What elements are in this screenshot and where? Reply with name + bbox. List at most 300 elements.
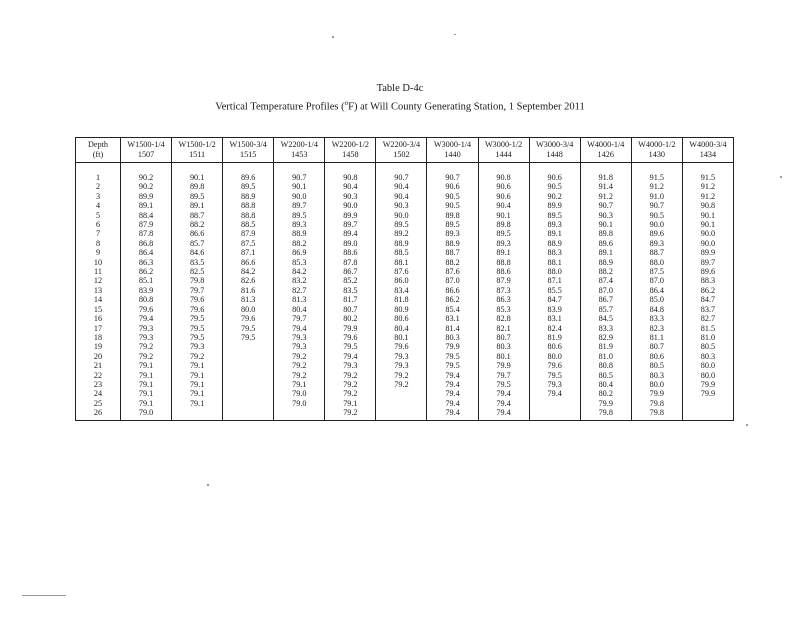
temperature-cell xyxy=(376,399,427,408)
temperature-cell: 91.8 xyxy=(580,173,631,182)
temperature-cell: 79.5 xyxy=(427,361,478,370)
temperature-cell: 83.9 xyxy=(121,286,172,295)
temperature-cell: 90.7 xyxy=(631,201,682,210)
temperature-cell: 91.2 xyxy=(682,192,733,201)
temperature-cell xyxy=(223,361,274,370)
temperature-cell: 82.1 xyxy=(478,324,529,333)
table-row xyxy=(76,371,734,380)
temperature-cell: 84.7 xyxy=(529,295,580,304)
station-name: W1500-3/4 xyxy=(229,140,267,149)
temperature-cell: 80.6 xyxy=(529,342,580,351)
spacer-cell xyxy=(172,163,223,174)
depth-cell: 7 xyxy=(76,229,121,238)
temperature-cell xyxy=(223,342,274,351)
temperature-cell: 90.6 xyxy=(529,173,580,182)
temperature-cell: 89.1 xyxy=(121,201,172,210)
temperature-cell: 81.4 xyxy=(427,324,478,333)
station-name: W3000-1/2 xyxy=(484,140,523,149)
station-header xyxy=(478,138,529,163)
temperature-cell: 79.1 xyxy=(325,399,376,408)
temperature-cell: 79.0 xyxy=(121,408,172,420)
temperature-cell: 84.5 xyxy=(580,314,631,323)
temperature-cell: 79.4 xyxy=(274,324,325,333)
spacer-row xyxy=(76,163,734,174)
temperature-cell: 89.6 xyxy=(682,267,733,276)
temperature-cell: 83.5 xyxy=(172,258,223,267)
temperature-cell: 79.4 xyxy=(427,371,478,380)
temperature-cell: 80.2 xyxy=(325,314,376,323)
temperature-cell: 89.8 xyxy=(427,211,478,220)
temperature-cell: 80.0 xyxy=(682,361,733,370)
temperature-cell: 87.1 xyxy=(529,276,580,285)
temperature-cell xyxy=(274,408,325,420)
temperature-cell: 79.4 xyxy=(427,408,478,420)
temperature-cell: 89.9 xyxy=(121,192,172,201)
temperature-cell: 86.2 xyxy=(427,295,478,304)
temperature-cell: 85.4 xyxy=(427,305,478,314)
temperature-cell: 79.3 xyxy=(376,352,427,361)
table-row xyxy=(76,352,734,361)
temperature-cell: 80.0 xyxy=(631,380,682,389)
temperature-cell: 84.6 xyxy=(172,248,223,257)
temperature-cell: 79.5 xyxy=(172,314,223,323)
table-row xyxy=(76,201,734,210)
temperature-cell: 87.0 xyxy=(427,276,478,285)
temperature-cell: 91.2 xyxy=(682,182,733,191)
temperature-cell: 89.0 xyxy=(325,239,376,248)
spacer-cell xyxy=(274,163,325,174)
temperature-cell: 88.7 xyxy=(631,248,682,257)
temperature-cell: 82.4 xyxy=(529,324,580,333)
temperature-cell: 89.1 xyxy=(172,201,223,210)
spacer-cell xyxy=(325,163,376,174)
temperature-cell: 79.1 xyxy=(172,399,223,408)
temperature-cell: 90.6 xyxy=(478,192,529,201)
temperature-cell xyxy=(223,408,274,420)
temperature-cell: 79.5 xyxy=(172,333,223,342)
temperature-cell: 88.9 xyxy=(580,258,631,267)
temperature-cell: 87.9 xyxy=(478,276,529,285)
temperature-cell: 79.1 xyxy=(172,361,223,370)
temperature-cell: 89.5 xyxy=(274,211,325,220)
temperature-cell: 88.6 xyxy=(478,267,529,276)
temperature-cell: 90.1 xyxy=(682,211,733,220)
temperature-cell: 83.1 xyxy=(529,314,580,323)
temperature-cell: 88.9 xyxy=(223,192,274,201)
station-header xyxy=(427,138,478,163)
station-name: W4000-1/2 xyxy=(638,140,676,149)
temperature-cell: 79.2 xyxy=(172,352,223,361)
temperature-cell: 86.6 xyxy=(427,286,478,295)
temperature-cell: 79.5 xyxy=(529,371,580,380)
table-row xyxy=(76,380,734,389)
temperature-cell: 90.0 xyxy=(376,211,427,220)
temperature-cell: 88.0 xyxy=(631,258,682,267)
temperature-cell: 87.6 xyxy=(376,267,427,276)
depth-cell: 16 xyxy=(76,314,121,323)
temperature-cell: 85.1 xyxy=(121,276,172,285)
temperature-cell: 90.2 xyxy=(121,173,172,182)
temperature-cell: 90.5 xyxy=(529,182,580,191)
temperature-cell: 79.8 xyxy=(580,408,631,420)
scan-speck xyxy=(746,424,748,426)
spacer-cell xyxy=(631,163,682,174)
temperature-cell: 90.2 xyxy=(529,192,580,201)
temperature-cell: 91.5 xyxy=(682,173,733,182)
temperature-cell: 79.1 xyxy=(274,380,325,389)
temperature-cell: 91.5 xyxy=(631,173,682,182)
station-time: 1502 xyxy=(393,150,410,159)
temperature-cell: 83.4 xyxy=(376,286,427,295)
station-name: W2200-1/2 xyxy=(331,140,369,149)
temperature-cell: 88.9 xyxy=(376,239,427,248)
temperature-cell: 82.7 xyxy=(274,286,325,295)
temperature-cell xyxy=(223,380,274,389)
temperature-cell: 90.4 xyxy=(325,182,376,191)
temperature-cell: 90.1 xyxy=(172,173,223,182)
station-name: W2200-3/4 xyxy=(382,140,421,149)
station-name: W1500-1/4 xyxy=(127,140,165,149)
temperature-cell: 80.1 xyxy=(376,333,427,342)
depth-cell: 14 xyxy=(76,295,121,304)
temperature-cell: 79.6 xyxy=(529,361,580,370)
temperature-cell: 87.8 xyxy=(121,229,172,238)
temperature-cell: 90.8 xyxy=(682,201,733,210)
temperature-cell xyxy=(223,352,274,361)
table-row xyxy=(76,286,734,295)
temperature-cell: 88.2 xyxy=(427,258,478,267)
table-title: Table D-4c xyxy=(376,83,424,94)
temperature-cell: 86.4 xyxy=(631,286,682,295)
temperature-cell xyxy=(376,408,427,420)
temperature-cell: 90.1 xyxy=(580,220,631,229)
temperature-cell: 80.3 xyxy=(478,342,529,351)
temperature-cell: 79.5 xyxy=(427,352,478,361)
temperature-cell: 88.7 xyxy=(427,248,478,257)
table-row xyxy=(76,211,734,220)
temperature-cell: 90.8 xyxy=(325,173,376,182)
temperature-cell: 80.8 xyxy=(121,295,172,304)
depth-cell: 18 xyxy=(76,333,121,342)
temperature-cell: 81.3 xyxy=(274,295,325,304)
temperature-cell: 86.9 xyxy=(274,248,325,257)
temperature-cell: 79.9 xyxy=(478,361,529,370)
temperature-cell: 89.1 xyxy=(529,229,580,238)
temperature-cell: 88.4 xyxy=(121,211,172,220)
temperature-cell: 86.4 xyxy=(121,248,172,257)
station-header xyxy=(274,138,325,163)
temperature-cell: 81.0 xyxy=(682,333,733,342)
temperature-cell: 80.5 xyxy=(682,342,733,351)
temperature-cell: 80.7 xyxy=(325,305,376,314)
temperature-cell: 81.3 xyxy=(223,295,274,304)
temperature-cell: 82.3 xyxy=(631,324,682,333)
temperature-cell: 79.4 xyxy=(427,399,478,408)
temperature-cell: 86.2 xyxy=(682,286,733,295)
temperature-cell: 79.2 xyxy=(274,352,325,361)
station-time: 1448 xyxy=(546,150,563,159)
temperature-cell: 79.9 xyxy=(580,399,631,408)
temperature-cell: 85.7 xyxy=(580,305,631,314)
temperature-cell: 80.3 xyxy=(427,333,478,342)
temperature-cell: 88.2 xyxy=(580,267,631,276)
table-caption xyxy=(0,82,800,115)
temperature-cell: 80.0 xyxy=(682,371,733,380)
temperature-cell: 89.6 xyxy=(631,229,682,238)
station-time: 1430 xyxy=(648,150,665,159)
temperature-cell: 80.6 xyxy=(376,314,427,323)
temperature-cell: 79.3 xyxy=(325,361,376,370)
table-body xyxy=(76,163,734,421)
depth-cell: 5 xyxy=(76,211,121,220)
temperature-cell: 80.4 xyxy=(580,380,631,389)
temperature-cell: 89.8 xyxy=(172,182,223,191)
temperature-cell: 83.9 xyxy=(529,305,580,314)
temperature-cell: 85.3 xyxy=(478,305,529,314)
temperature-cell: 87.9 xyxy=(223,229,274,238)
temperature-cell: 86.8 xyxy=(121,239,172,248)
temperature-cell: 87.5 xyxy=(223,239,274,248)
station-header xyxy=(631,138,682,163)
temperature-cell: 86.7 xyxy=(325,267,376,276)
station-header xyxy=(121,138,172,163)
temperature-cell: 79.7 xyxy=(478,371,529,380)
temperature-cell: 79.3 xyxy=(529,380,580,389)
temperature-cell: 88.7 xyxy=(172,211,223,220)
station-time: 1444 xyxy=(495,150,512,159)
temperature-cell: 89.6 xyxy=(223,173,274,182)
temperature-cell: 82.5 xyxy=(172,267,223,276)
temperature-cell: 79.0 xyxy=(274,399,325,408)
temperature-cell: 79.7 xyxy=(274,314,325,323)
temperature-cell: 82.7 xyxy=(682,314,733,323)
temperature-cell: 79.6 xyxy=(121,305,172,314)
temperature-cell: 89.5 xyxy=(172,192,223,201)
temperature-cell: 90.4 xyxy=(376,192,427,201)
temperature-cell: 81.9 xyxy=(580,342,631,351)
temperature-cell xyxy=(376,389,427,398)
temperature-cell: 87.9 xyxy=(121,220,172,229)
temperature-table xyxy=(75,137,734,421)
temperature-cell: 84.8 xyxy=(631,305,682,314)
temperature-cell: 79.3 xyxy=(274,333,325,342)
temperature-cell: 79.2 xyxy=(274,371,325,380)
temperature-cell: 91.2 xyxy=(631,182,682,191)
temperature-cell: 86.3 xyxy=(121,258,172,267)
station-name: W3000-1/4 xyxy=(433,140,472,149)
temperature-cell: 81.1 xyxy=(631,333,682,342)
temperature-cell: 89.9 xyxy=(529,201,580,210)
temperature-cell: 82.6 xyxy=(223,276,274,285)
temperature-cell: 79.9 xyxy=(682,389,733,398)
temperature-cell: 80.4 xyxy=(376,324,427,333)
depth-cell: 22 xyxy=(76,371,121,380)
station-time: 1453 xyxy=(291,150,308,159)
temperature-cell xyxy=(682,408,733,420)
temperature-cell xyxy=(172,408,223,420)
temperature-cell: 80.5 xyxy=(631,361,682,370)
table-row xyxy=(76,239,734,248)
temperature-cell: 87.8 xyxy=(325,258,376,267)
depth-cell: 4 xyxy=(76,201,121,210)
station-time: 1426 xyxy=(597,150,614,159)
temperature-cell: 85.3 xyxy=(274,258,325,267)
temperature-cell: 79.1 xyxy=(121,389,172,398)
temperature-cell: 86.6 xyxy=(223,258,274,267)
temperature-cell xyxy=(682,399,733,408)
table-row xyxy=(76,182,734,191)
temperature-cell: 79.1 xyxy=(172,380,223,389)
temperature-cell: 79.4 xyxy=(427,389,478,398)
temperature-cell: 87.3 xyxy=(478,286,529,295)
temperature-cell: 90.6 xyxy=(427,182,478,191)
temperature-cell: 90.3 xyxy=(325,192,376,201)
station-name: W3000-3/4 xyxy=(536,140,574,149)
temperature-cell: 89.3 xyxy=(529,220,580,229)
temperature-cell: 89.5 xyxy=(478,229,529,238)
temperature-cell: 79.4 xyxy=(478,408,529,420)
depth-cell: 13 xyxy=(76,286,121,295)
temperature-cell: 79.9 xyxy=(682,380,733,389)
temperature-cell: 81.0 xyxy=(580,352,631,361)
temperature-cell: 90.1 xyxy=(682,220,733,229)
temperature-cell: 79.1 xyxy=(172,371,223,380)
station-header xyxy=(580,138,631,163)
temperature-cell: 80.4 xyxy=(274,305,325,314)
depth-cell: 8 xyxy=(76,239,121,248)
temperature-cell: 79.8 xyxy=(631,399,682,408)
temperature-cell: 90.5 xyxy=(427,192,478,201)
temperature-cell: 90.2 xyxy=(121,182,172,191)
temperature-cell: 83.3 xyxy=(631,314,682,323)
temperature-cell: 79.3 xyxy=(274,342,325,351)
temperature-cell: 91.0 xyxy=(631,192,682,201)
depth-header-unit: (ft) xyxy=(92,150,104,159)
temperature-cell: 88.8 xyxy=(223,201,274,210)
temperature-cell: 79.6 xyxy=(376,342,427,351)
temperature-cell xyxy=(223,399,274,408)
depth-cell: 20 xyxy=(76,352,121,361)
station-time: 1434 xyxy=(699,150,717,159)
temperature-cell: 90.0 xyxy=(274,192,325,201)
depth-cell: 1 xyxy=(76,173,121,182)
station-time: 1511 xyxy=(189,150,206,159)
temperature-cell: 86.7 xyxy=(580,295,631,304)
temperature-cell: 90.7 xyxy=(580,201,631,210)
temperature-cell: 86.0 xyxy=(376,276,427,285)
temperature-cell: 79.2 xyxy=(121,342,172,351)
scan-speck xyxy=(780,176,782,178)
depth-header xyxy=(76,138,121,163)
temperature-cell: 90.1 xyxy=(274,182,325,191)
station-time: 1507 xyxy=(137,150,155,159)
temperature-cell: 90.5 xyxy=(631,211,682,220)
temperature-cell: 88.5 xyxy=(223,220,274,229)
temperature-cell: 79.6 xyxy=(172,295,223,304)
temperature-cell: 85.5 xyxy=(529,286,580,295)
temperature-cell: 80.3 xyxy=(631,371,682,380)
depth-cell: 21 xyxy=(76,361,121,370)
temperature-cell: 88.9 xyxy=(274,229,325,238)
temperature-cell: 80.9 xyxy=(376,305,427,314)
table-row xyxy=(76,220,734,229)
depth-cell: 24 xyxy=(76,389,121,398)
spacer-cell xyxy=(580,163,631,174)
temperature-cell: 91.4 xyxy=(580,182,631,191)
temperature-cell: 79.2 xyxy=(121,352,172,361)
temperature-cell: 83.2 xyxy=(274,276,325,285)
temperature-cell xyxy=(529,408,580,420)
station-name: W2200-1/4 xyxy=(280,140,318,149)
temperature-cell: 81.8 xyxy=(376,295,427,304)
temperature-cell: 89.5 xyxy=(223,182,274,191)
station-header xyxy=(223,138,274,163)
temperature-cell: 89.7 xyxy=(325,220,376,229)
temperature-cell: 80.3 xyxy=(682,352,733,361)
temperature-cell: 90.7 xyxy=(376,173,427,182)
temperature-cell: 90.8 xyxy=(478,173,529,182)
temperature-cell: 88.8 xyxy=(478,258,529,267)
temperature-cell: 87.4 xyxy=(580,276,631,285)
table-row xyxy=(76,342,734,351)
temperature-cell: 87.0 xyxy=(580,286,631,295)
depth-cell: 15 xyxy=(76,305,121,314)
table-row xyxy=(76,314,734,323)
temperature-cell: 80.7 xyxy=(631,342,682,351)
scan-speck xyxy=(207,484,209,486)
table-row xyxy=(76,399,734,408)
temperature-cell: 79.5 xyxy=(223,324,274,333)
temperature-cell: 80.8 xyxy=(580,361,631,370)
station-time: 1458 xyxy=(342,150,359,159)
temperature-cell: 79.3 xyxy=(172,342,223,351)
temperature-cell: 79.0 xyxy=(274,389,325,398)
temperature-cell: 79.2 xyxy=(325,389,376,398)
temperature-cell: 80.2 xyxy=(580,389,631,398)
temperature-cell: 85.0 xyxy=(631,295,682,304)
depth-cell: 9 xyxy=(76,248,121,257)
station-header xyxy=(376,138,427,163)
table-row xyxy=(76,408,734,420)
temperature-cell: 79.4 xyxy=(478,389,529,398)
temperature-cell: 83.5 xyxy=(325,286,376,295)
temperature-cell: 88.6 xyxy=(325,248,376,257)
table-row xyxy=(76,276,734,285)
temperature-cell: 89.5 xyxy=(529,211,580,220)
depth-cell: 25 xyxy=(76,399,121,408)
temperature-cell: 84.7 xyxy=(682,295,733,304)
temperature-cell: 84.2 xyxy=(223,267,274,276)
temperature-cell: 87.6 xyxy=(427,267,478,276)
temperature-cell xyxy=(223,389,274,398)
temperature-cell: 79.1 xyxy=(172,389,223,398)
temperature-cell: 88.2 xyxy=(172,220,223,229)
spacer-cell xyxy=(223,163,274,174)
temperature-cell: 90.6 xyxy=(478,182,529,191)
temperature-cell: 89.2 xyxy=(376,229,427,238)
temperature-cell: 84.2 xyxy=(274,267,325,276)
temperature-cell: 88.9 xyxy=(529,239,580,248)
depth-cell: 6 xyxy=(76,220,121,229)
temperature-cell: 79.2 xyxy=(325,380,376,389)
station-time: 1440 xyxy=(444,150,461,159)
table-row xyxy=(76,361,734,370)
temperature-cell: 79.1 xyxy=(121,361,172,370)
spacer-cell xyxy=(376,163,427,174)
temperature-cell: 80.6 xyxy=(631,352,682,361)
station-name: W4000-3/4 xyxy=(689,140,727,149)
temperature-cell: 79.4 xyxy=(529,389,580,398)
